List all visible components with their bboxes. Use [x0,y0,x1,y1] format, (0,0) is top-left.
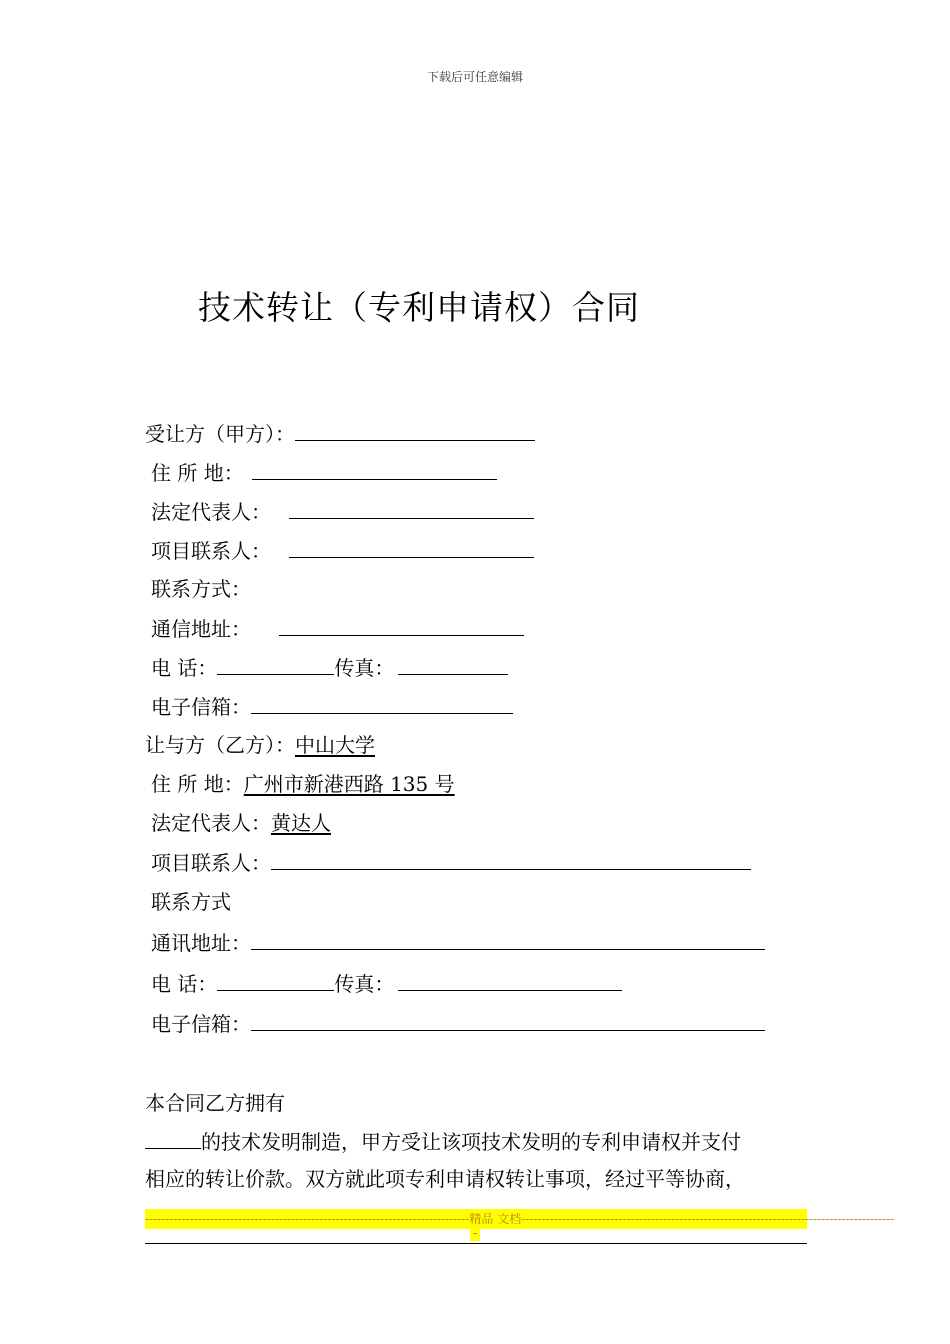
party-b-row [145,732,375,758]
party-b-mail-address-blank[interactable] [251,929,765,950]
party-b-project-contact-blank[interactable] [271,849,751,870]
footer-tail: - [470,1227,480,1241]
party-a-label: 受让方（甲方）： [145,422,295,446]
party-b-project-contact-row [151,849,751,876]
party-a-address-row [151,459,497,486]
party-a-contact-method-row [151,576,251,602]
footer-label: 精品 文档 [469,1212,522,1226]
footer-rule [145,1243,807,1244]
technology-name-blank[interactable] [145,1128,201,1149]
party-a-phone-blank[interactable] [217,654,334,675]
party-b-legal-rep-label: 法定代表人： [151,811,271,835]
party-a-project-contact-label: 项目联系人： [151,539,271,563]
party-a-address-label: 住 所 地： [151,461,244,485]
party-a-project-contact-blank[interactable] [289,537,534,558]
party-a-legal-rep-row [151,498,534,525]
party-a-email-blank[interactable] [251,693,513,714]
party-b-mail-address-row [151,929,765,956]
party-a-name-blank[interactable] [295,420,535,441]
party-b-phone-row [151,970,622,997]
party-a-legal-rep-blank[interactable] [289,498,534,519]
party-a-email-label: 电子信箱： [151,695,251,719]
footer-dash-left: -------------------------------------------------------------------------------- [145,1212,470,1226]
body-line-2-text: 的技术发明制造，甲方受让该项技术发明的专利申请权并支付 [201,1130,741,1154]
page-header: 下载后可任意编辑 [426,70,523,84]
party-b-address-row [151,771,455,797]
party-b-legal-rep: 黄达人 [271,811,331,835]
party-a-phone-row [151,654,508,681]
party-b-email-label: 电子信箱： [151,1012,251,1036]
contract-title: 技术转让（专利申请权）合同 [198,288,640,327]
party-a-row [145,420,535,447]
party-b-phone-blank[interactable] [217,970,334,991]
party-b-fax-label: 传真： [334,972,395,996]
body-line-2 [145,1128,741,1155]
party-b-contact-method-label: 联系方式 [151,890,231,914]
body-line-1: 本合同乙方拥有 [145,1091,285,1115]
party-a-mail-address-row [151,615,524,642]
party-b-fax-blank[interactable] [398,970,622,991]
party-a-email-row [151,693,513,720]
party-b-email-blank[interactable] [251,1010,765,1031]
party-a-mail-address-blank[interactable] [279,615,524,636]
party-b-phone-label: 电 话： [151,972,218,996]
party-b-email-row [151,1010,765,1037]
party-b-label: 让与方（乙方）： [145,733,295,757]
party-b-project-contact-label: 项目联系人： [151,851,271,875]
party-b-mail-address-label: 通讯地址： [151,931,251,955]
party-a-address-blank[interactable] [252,459,497,480]
party-b-name: 中山大学 [295,733,375,757]
party-a-mail-address-label: 通信地址： [151,617,251,641]
body-line-3: 相应的转让价款。双方就此项专利申请权转让事项，经过平等协商， [145,1167,745,1191]
party-b-legal-rep-row [151,810,331,836]
party-a-project-contact-row [151,537,534,564]
party-b-address-label: 住 所 地： [151,772,244,796]
party-b-contact-method-row [151,889,231,915]
party-a-phone-label: 电 话： [151,656,218,680]
party-a-fax-label: 传真： [334,656,395,680]
party-b-address: 广州市新港西路 135 号 [243,772,455,796]
party-a-fax-blank[interactable] [398,654,508,675]
party-a-contact-method-label: 联系方式： [151,577,251,601]
footer-dash-right: -------------------------------------------------------------------------------------------- [521,1212,895,1226]
party-a-legal-rep-label: 法定代表人： [151,500,271,524]
